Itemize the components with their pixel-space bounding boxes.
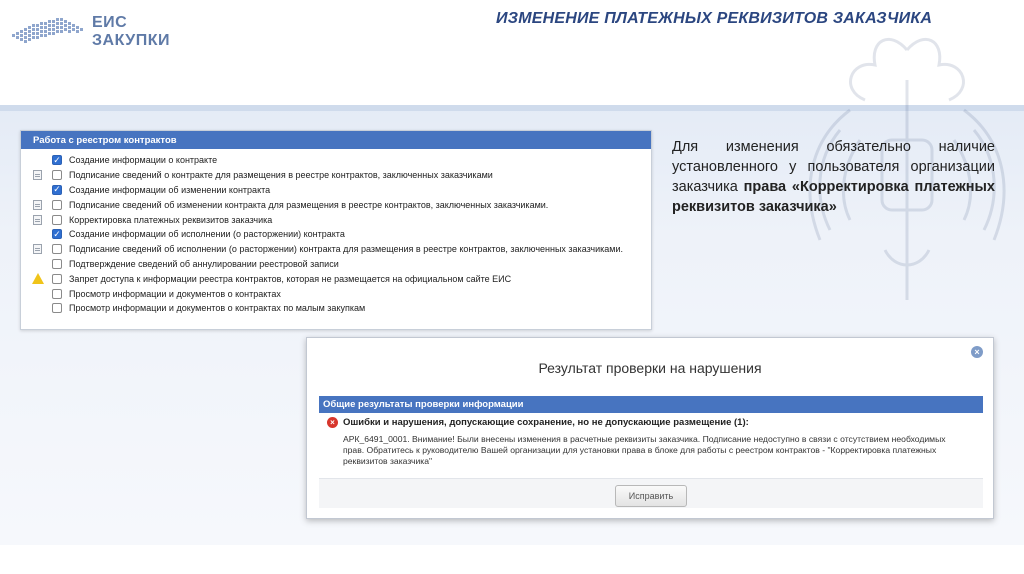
right-label: Подтверждение сведений об аннулировании реестровой записи: [69, 258, 339, 269]
fix-button[interactable]: Исправить: [615, 485, 687, 507]
signature-document-icon: [33, 200, 42, 210]
error-message: АРК_6491_0001. Внимание! Были внесены изменения в расчетные реквизиты заказчика. Подписание недоступно в связи с отсутствием необходимых прав. Обратитесь к руководителю Вашей организации для установки права в блоке для работы с реестром контрактов - "Корректировка платежных реквизитов заказчика": [343, 434, 946, 466]
right-row[interactable]: [29, 242, 651, 257]
rights-list: [21, 149, 651, 316]
right-label: Подписание сведений о контракте для размещения в реестре контрактов, заключенных заказчиками: [69, 170, 493, 181]
violation-check-dialog: [306, 337, 994, 519]
russia-map-icon: [10, 14, 86, 50]
right-row[interactable]: [29, 183, 651, 198]
right-label: Просмотр информации и документов о контрактах по малым закупкам: [69, 303, 366, 314]
description-text: [672, 137, 995, 217]
right-row[interactable]: [29, 227, 651, 242]
signature-document-icon: [33, 170, 42, 180]
right-row[interactable]: [29, 286, 651, 301]
right-checkbox[interactable]: [52, 200, 62, 210]
right-checkbox[interactable]: [52, 170, 62, 180]
right-checkbox[interactable]: ✓: [53, 154, 61, 165]
right-label: Корректировка платежных реквизитов заказчика: [69, 214, 273, 225]
right-checkbox[interactable]: [52, 289, 62, 299]
error-icon: ×: [327, 417, 338, 428]
signature-document-icon: [33, 244, 42, 254]
dialog-section-header: Общие результаты проверки информации: [319, 396, 983, 413]
right-label: Создание информации об исполнении (о расторжении) контракта: [69, 229, 345, 240]
right-label: Подписание сведений об исполнении (о расторжении) контракта для размещения в реестре контрактов, заключенных заказчиками.: [69, 244, 623, 255]
right-label: Подписание сведений об изменении контракта для размещения в реестре контрактов, заключенных заказчиками.: [69, 199, 549, 210]
right-row[interactable]: [29, 153, 651, 168]
right-row[interactable]: [29, 301, 651, 316]
description-plain: Для изменения обязательно наличие установленного у пользователя организации заказчика: [672, 139, 995, 195]
eis-logo: [10, 12, 180, 52]
right-label: Запрет доступа к информации реестра контрактов, которая не размещается на официальном сайте ЕИС: [69, 273, 512, 284]
dialog-title: Результат проверки на нарушения: [538, 360, 762, 376]
right-label: Просмотр информации и документов о контрактах: [69, 288, 281, 299]
right-checkbox[interactable]: [52, 215, 62, 225]
right-label: Создание информации об изменении контракта: [69, 184, 271, 195]
right-row[interactable]: [29, 257, 651, 272]
panel-title: Работа с реестром контрактов: [21, 131, 651, 149]
error-heading-text: Ошибки и нарушения, допускающие сохранение, но не допускающие размещение (1):: [343, 417, 749, 428]
dialog-footer: [319, 478, 983, 508]
right-row[interactable]: [29, 168, 651, 183]
contracts-rights-panel: [20, 130, 652, 330]
signature-document-icon: [33, 215, 42, 225]
warning-icon: [32, 273, 44, 284]
description-bold: права «Корректировка платежных реквизитов заказчика»: [672, 179, 995, 215]
close-icon[interactable]: ×: [971, 346, 983, 358]
right-label: Создание информации о контракте: [69, 155, 218, 166]
right-checkbox[interactable]: [52, 259, 62, 269]
right-row[interactable]: [29, 271, 651, 286]
logo-line-1: ЕИС: [92, 14, 128, 31]
dialog-body: [319, 413, 983, 485]
right-checkbox[interactable]: ✓: [53, 228, 61, 239]
right-checkbox[interactable]: [52, 274, 62, 284]
right-checkbox[interactable]: [52, 244, 62, 254]
right-row[interactable]: [29, 212, 651, 227]
right-row[interactable]: [29, 197, 651, 212]
right-checkbox[interactable]: ✓: [53, 184, 61, 195]
slide-title: ИЗМЕНЕНИЕ ПЛАТЕЖНЫХ РЕКВИЗИТОВ ЗАКАЗЧИКА: [496, 10, 933, 27]
logo-line-2: ЗАКУПКИ: [92, 32, 170, 49]
right-checkbox[interactable]: [52, 303, 62, 313]
error-heading: [327, 417, 975, 428]
